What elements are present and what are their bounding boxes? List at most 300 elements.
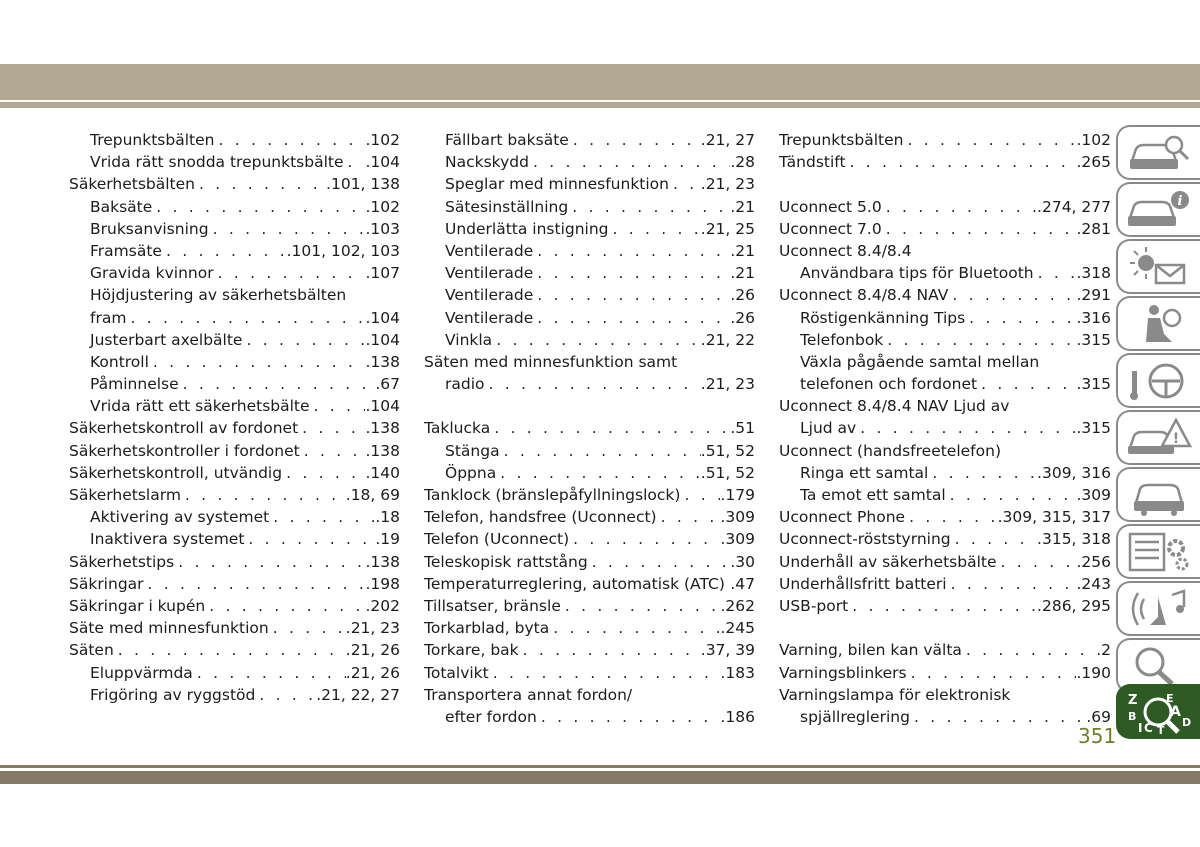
leader-dots (907, 662, 1077, 684)
entry-term: Temperaturreglering, automatisk (ATC) (424, 574, 725, 593)
index-entry (779, 196, 1111, 218)
index-entry (69, 617, 400, 639)
entry-term: Ventilerade (445, 308, 534, 327)
entry-term: Ventilerade (445, 286, 534, 305)
entry-term: Vinkla (445, 330, 493, 349)
entry-term: Ljud av (800, 419, 857, 438)
entry-page-ref: .274, 277 (1037, 197, 1111, 216)
leader-dots (882, 196, 1037, 218)
entry-page-ref: .245 (720, 619, 755, 638)
entry-term: Baksäte (90, 197, 153, 216)
index-entry (69, 639, 400, 661)
steering-wheel-icon (1124, 359, 1196, 403)
entry-page-ref: .21, 25 (700, 219, 755, 238)
entry-term: Teleskopisk rattstång (424, 552, 588, 571)
leader-dots (144, 573, 366, 595)
multimedia-icon (1124, 587, 1196, 631)
car-info-icon (1124, 188, 1196, 232)
index-entry (69, 240, 400, 262)
index-entry (69, 218, 400, 240)
index-entry (779, 662, 1111, 684)
leader-dots (848, 595, 1037, 617)
entry-term: Eluppvärmda (90, 663, 193, 682)
entry-page-ref: .243 (1076, 574, 1111, 593)
entry-page-ref: .30 (730, 552, 755, 571)
entry-page-ref: .104 (365, 330, 400, 349)
leader-dots (549, 617, 720, 639)
entry-term: Uconnect 5.0 (779, 197, 882, 216)
car-service-icon (1124, 473, 1196, 517)
entry-page-ref: .179 (720, 486, 755, 504)
entry-page-ref: .102 (365, 131, 400, 149)
entry-term: Röstigenkänning Tips (800, 308, 966, 327)
index-entry (424, 462, 755, 484)
leader-dots (882, 218, 1077, 240)
tab-airbag-seat[interactable] (1116, 296, 1200, 351)
leader-dots (152, 196, 365, 218)
entry-term: Telefonbok (800, 330, 884, 349)
entry-term: Ventilerade (445, 264, 534, 283)
entry-term: Taklucka (424, 419, 491, 438)
entry-term: Bruksanvisning (90, 219, 209, 238)
entry-page-ref: .198 (365, 574, 400, 593)
leader-dots (282, 462, 365, 484)
entry-term: Underhåll av säkerhetsbälte (779, 552, 997, 571)
leader-dots (490, 417, 730, 439)
entry-term: Telefon (Uconnect) (424, 530, 570, 549)
entry-term: USB-port (779, 596, 849, 615)
leader-dots (529, 151, 730, 173)
car-warning-icon (1124, 416, 1196, 460)
index-entry (779, 218, 1111, 240)
tab-steering-wheel[interactable] (1116, 353, 1200, 408)
index-entry (424, 262, 755, 284)
index-entry (69, 196, 400, 218)
leader-dots (114, 639, 346, 661)
index-entry (69, 506, 400, 528)
leader-dots (669, 173, 701, 195)
entry-page-ref: .51 (730, 419, 755, 438)
entry-term: Påminnelse (90, 375, 179, 394)
entry-page-ref: .2 (1096, 641, 1111, 660)
index-entry (424, 151, 755, 173)
tab-index-az[interactable] (1116, 684, 1200, 739)
entry-page-ref: .104 (365, 153, 400, 172)
entry-term: spjällreglering (800, 707, 910, 726)
leader-dots (496, 462, 701, 484)
leader-dots (965, 307, 1076, 329)
entry-term: Nackskydd (445, 153, 529, 172)
leader-dots (680, 484, 720, 506)
index-entry (779, 307, 1111, 329)
tab-car-search[interactable] (1116, 125, 1200, 180)
entry-page-ref: .138 (365, 352, 400, 371)
header-band (0, 64, 1200, 100)
index-entry (69, 528, 400, 550)
leader-dots (162, 240, 287, 262)
leader-dots (344, 151, 366, 173)
entry-term: Tanklock (bränslepåfyllningslock) (424, 486, 681, 504)
entry-term: Säkerhetskontroll, utvändig (69, 463, 283, 482)
leader-dots (492, 329, 701, 351)
entry-term: Säkringar i kupén (69, 596, 206, 615)
leader-dots (519, 639, 701, 661)
entry-term: Telefon, handsfree (Uconnect) (424, 508, 657, 527)
entry-term: Växla pågående samtal mellan (800, 352, 1040, 371)
index-entry (424, 373, 755, 395)
settings-list-icon (1124, 530, 1196, 574)
index-entry (69, 440, 400, 462)
entry-page-ref: .309, 316 (1037, 463, 1111, 482)
entry-page-ref: .21, 23 (345, 619, 400, 638)
index-entry (779, 639, 1111, 661)
entry-page-ref: .21, 26 (345, 663, 400, 682)
entry-page-ref: .315, 318 (1037, 530, 1111, 549)
entry-page-ref: .316 (1076, 308, 1111, 327)
entry-page-ref: .21, 23 (700, 175, 755, 194)
entry-term: Öppna (445, 463, 497, 482)
index-entry (779, 573, 1111, 595)
entry-page-ref: .183 (720, 663, 755, 682)
leader-dots (195, 173, 326, 195)
index-entry (424, 284, 755, 306)
index-letter: E (1166, 692, 1174, 705)
index-entry (69, 573, 400, 595)
entry-page-ref: .21, 22 (700, 330, 755, 349)
entry-term: Säkerhetslarm (69, 486, 181, 504)
entry-term: Framsäte (90, 241, 162, 260)
entry-term: Uconnect 8.4/8.4 NAV (779, 286, 949, 305)
leader-dots (179, 373, 376, 395)
tab-lights-message[interactable] (1116, 239, 1200, 294)
entry-term: Aktivering av systemet (90, 508, 270, 527)
entry-page-ref: .51, 52 (700, 463, 755, 482)
entry-page-ref: .51, 52 (700, 441, 755, 460)
index-entry (779, 528, 1111, 550)
tab-car-info[interactable] (1116, 182, 1200, 237)
entry-page-ref: .102 (1076, 131, 1111, 149)
leader-dots (928, 462, 1037, 484)
leader-dots (126, 307, 365, 329)
footer-rule (0, 765, 1200, 768)
index-column-3 (779, 129, 1111, 728)
entry-term: Stänga (445, 441, 500, 460)
leader-dots (533, 240, 730, 262)
entry-page-ref: .104 (365, 397, 400, 416)
index-az-icon (1124, 690, 1196, 734)
index-entry (779, 373, 1111, 395)
entry-term: Gravida kvinnor (90, 264, 214, 283)
leader-dots (569, 528, 720, 550)
leader-dots (149, 351, 366, 373)
index-letter: T (1157, 724, 1165, 734)
entry-page-ref: .107 (365, 264, 400, 283)
entry-page-ref: .281 (1076, 219, 1111, 238)
leader-dots (846, 151, 1077, 173)
leader-dots (537, 706, 721, 728)
leader-dots (903, 129, 1076, 151)
index-entry (779, 506, 1111, 528)
index-spacer (424, 395, 755, 417)
entry-term: Säkerhetstips (69, 552, 175, 571)
index-entry (69, 595, 400, 617)
index-entry (779, 151, 1111, 173)
index-entry (69, 284, 400, 306)
entry-page-ref: .18, 69 (345, 486, 400, 504)
index-entry (779, 395, 1111, 417)
index-entry (779, 329, 1111, 351)
index-column-1 (69, 129, 400, 706)
entry-term: Säkerhetskontroller i fordonet (69, 441, 300, 460)
entry-term: radio (445, 375, 485, 394)
index-entry (779, 684, 1111, 706)
index-entry (424, 240, 755, 262)
leader-dots (657, 506, 721, 528)
entry-page-ref: .21 (730, 197, 755, 216)
entry-term: Varningsblinkers (779, 663, 907, 682)
entry-page-ref: .315 (1076, 419, 1111, 438)
entry-term: Justerbart axelbälte (90, 330, 243, 349)
entry-page-ref: .69 (1086, 707, 1111, 726)
airbag-seat-icon (1124, 302, 1196, 346)
index-entry (69, 395, 400, 417)
index-entry (69, 484, 400, 506)
tab-settings-list[interactable] (1116, 524, 1200, 579)
leader-dots (977, 373, 1076, 395)
entry-term: Säkringar (69, 574, 144, 593)
index-entry (69, 329, 400, 351)
index-entry (69, 662, 400, 684)
entry-term: Varning, bilen kan välta (779, 641, 962, 660)
index-entry (424, 329, 755, 351)
entry-page-ref: .102 (365, 197, 400, 216)
tab-multimedia[interactable] (1116, 581, 1200, 636)
entry-term: Speglar med minnesfunktion (445, 175, 669, 194)
index-entry (69, 307, 400, 329)
entry-page-ref: .28 (730, 153, 755, 172)
index-entry (69, 462, 400, 484)
leader-dots (181, 484, 346, 506)
index-entry (424, 307, 755, 329)
leader-dots (174, 551, 365, 573)
leader-dots (910, 706, 1086, 728)
entry-page-ref: .21 (730, 264, 755, 283)
entry-page-ref: .37, 39 (700, 641, 755, 660)
entry-page-ref: .202 (365, 596, 400, 615)
leader-dots (209, 218, 366, 240)
entry-page-ref: .286, 295 (1037, 596, 1111, 615)
index-column-2 (424, 129, 755, 728)
index-entry (424, 551, 755, 573)
index-entry (424, 484, 755, 506)
entry-term: Sätesinställning (445, 197, 569, 216)
leader-dots (883, 329, 1076, 351)
index-entry (779, 595, 1111, 617)
index-entry (424, 218, 755, 240)
entry-term: Totalvikt (424, 663, 489, 682)
index-entry (779, 440, 1111, 462)
leader-dots (193, 662, 346, 684)
leader-dots (205, 595, 365, 617)
entry-term: Uconnect-röststyrning (779, 530, 951, 549)
entry-term: efter fordon (445, 707, 537, 726)
leader-dots (489, 662, 721, 684)
entry-term: Trepunktsbälten (90, 131, 215, 149)
index-entry (424, 684, 755, 706)
index-entry (779, 284, 1111, 306)
entry-page-ref: .265 (1076, 153, 1111, 172)
entry-term: Uconnect 7.0 (779, 219, 882, 238)
index-entry (69, 373, 400, 395)
index-entry (424, 662, 755, 684)
entry-page-ref: .190 (1076, 663, 1111, 682)
leader-dots (255, 684, 316, 706)
entry-term: Frigöring av ryggstöd (90, 685, 256, 704)
entry-page-ref: .21 (730, 241, 755, 260)
index-entry (69, 351, 400, 373)
entry-page-ref: .262 (720, 596, 755, 615)
entry-term: Ventilerade (445, 241, 534, 260)
index-entry (424, 351, 755, 373)
entry-page-ref: .318 (1076, 264, 1111, 283)
leader-dots (948, 284, 1076, 306)
index-entry (779, 129, 1111, 151)
index-entry (779, 551, 1111, 573)
entry-term: Underhållsfritt batteri (779, 574, 947, 593)
index-entry (779, 262, 1111, 284)
entry-term: Tändstift (779, 153, 846, 172)
index-entry (69, 151, 400, 173)
index-entry (779, 351, 1111, 373)
car-search-icon (1124, 131, 1196, 175)
leader-dots (242, 329, 365, 351)
entry-term: Kontroll (90, 352, 149, 371)
entry-page-ref: .138 (365, 441, 400, 460)
leader-dots (300, 440, 366, 462)
entry-term: Uconnect Phone (779, 508, 906, 527)
entry-term: Tillsatser, bränsle (424, 596, 561, 615)
index-entry (424, 173, 755, 195)
leader-dots (569, 129, 701, 151)
entry-term: fram (90, 308, 127, 327)
leader-dots (298, 417, 365, 439)
entry-term: Trepunktsbälten (779, 131, 904, 149)
index-entry (424, 129, 755, 151)
index-entry (779, 417, 1111, 439)
leader-dots (533, 307, 730, 329)
index-entry (424, 196, 755, 218)
index-entry (424, 528, 755, 550)
index-letter: D (1182, 716, 1192, 729)
leader-dots (1034, 262, 1077, 284)
index-spacer (779, 617, 1111, 639)
index-entry (69, 551, 400, 573)
leader-dots (609, 218, 701, 240)
header-rule (0, 102, 1200, 108)
entry-term: Varningslampa för elektronisk (779, 685, 1011, 704)
entry-page-ref: .103 (365, 219, 400, 238)
index-entry (779, 240, 1111, 262)
entry-page-ref: .138 (365, 552, 400, 571)
entry-term: Uconnect (handsfreetelefon) (779, 441, 1001, 460)
leader-dots (962, 639, 1096, 661)
entry-page-ref: .291 (1076, 286, 1111, 305)
leader-dots (485, 373, 701, 395)
entry-term: Torkarblad, byta (424, 619, 550, 638)
index-entry (69, 417, 400, 439)
entry-term: Vrida rätt snodda trepunktsbälte (90, 153, 344, 172)
magnifier-icon (1124, 644, 1196, 688)
index-spacer (779, 173, 1111, 195)
leader-dots (214, 262, 366, 284)
leader-dots (997, 551, 1077, 573)
entry-page-ref: .309 (720, 530, 755, 549)
entry-term: Säten (69, 641, 114, 660)
entry-term: Användbara tips för Bluetooth (800, 264, 1034, 283)
footer-band (0, 771, 1200, 784)
entry-page-ref: .19 (375, 530, 400, 549)
tab-car-service[interactable] (1116, 467, 1200, 522)
index-entry (779, 484, 1111, 506)
entry-page-ref: .21, 26 (345, 641, 400, 660)
index-entry (424, 706, 755, 728)
index-entry (424, 440, 755, 462)
entry-page-ref: .21, 27 (700, 131, 755, 149)
leader-dots (500, 440, 701, 462)
entry-page-ref: .67 (375, 375, 400, 394)
entry-term: Ta emot ett samtal (800, 486, 946, 504)
entry-page-ref: .18 (375, 508, 400, 527)
svg-text:i: i (1177, 194, 1183, 209)
entry-page-ref: .138 (365, 419, 400, 438)
index-letter: Z (1128, 693, 1138, 708)
entry-term: Inaktivera systemet (90, 530, 245, 549)
leader-dots (905, 506, 998, 528)
entry-term: Säte med minnesfunktion (69, 619, 269, 638)
entry-page-ref: .309 (720, 508, 755, 527)
index-letter: A (1170, 704, 1181, 720)
entry-term: Uconnect 8.4/8.4 NAV Ljud av (779, 397, 1010, 416)
entry-page-ref: .21, 23 (700, 375, 755, 394)
entry-term: Ringa ett samtal (800, 463, 929, 482)
entry-term: Uconnect 8.4/8.4 (779, 241, 912, 260)
index-entry (779, 462, 1111, 484)
page-number: 351 (1078, 724, 1117, 748)
index-entry (424, 417, 755, 439)
entry-page-ref: .186 (720, 707, 755, 726)
entry-page-ref: .26 (730, 286, 755, 305)
index-entry (424, 639, 755, 661)
lights-message-icon (1124, 245, 1196, 289)
leader-dots (269, 617, 346, 639)
entry-page-ref: .315 (1076, 330, 1111, 349)
entry-page-ref: .315 (1076, 375, 1111, 394)
leader-dots (951, 528, 1037, 550)
leader-dots (856, 417, 1076, 439)
entry-page-ref: .309, 315, 317 (997, 508, 1111, 527)
entry-page-ref: .309 (1076, 486, 1111, 504)
leader-dots (533, 284, 730, 306)
tab-car-warning[interactable] (1116, 410, 1200, 465)
entry-term: Transportera annat fordon/ (424, 685, 633, 704)
entry-page-ref: .101, 138 (326, 175, 400, 194)
leader-dots (533, 262, 730, 284)
leader-dots (561, 595, 721, 617)
entry-term: Säten med minnesfunktion samt (424, 352, 678, 371)
entry-page-ref: .47 (730, 574, 755, 593)
index-entry (424, 506, 755, 528)
index-letter: I (1138, 721, 1143, 734)
